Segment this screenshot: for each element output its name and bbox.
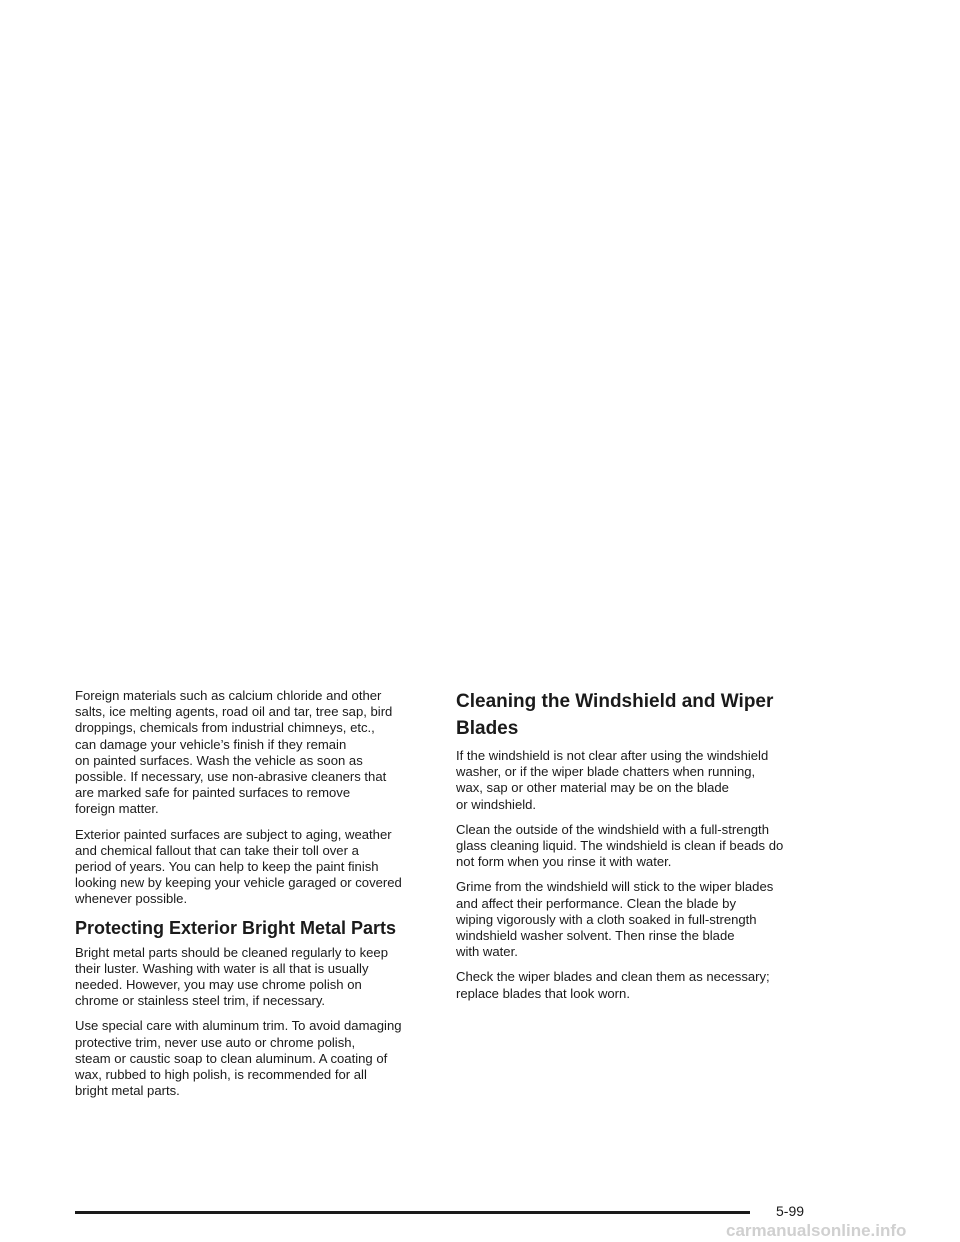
paragraph-aluminum-trim: Use special care with aluminum trim. To avoid damaging protective trim, never use auto or chrome polish, steam or caustic soap to clean aluminum. A coating of wax, rubbed to high polish, is recommended for all bright metal parts. — [75, 1018, 402, 1099]
paragraph-exterior-painted-surfaces: Exterior painted surfaces are subject to aging, weather and chemical fallout that can take their toll over a period of years. You can help to keep the paint finish looking new by keeping your vehicle garaged or covered whenever possible. — [75, 826, 402, 907]
paragraph-windshield-not-clear: If the windshield is not clear after using the windshield washer, or if the wiper blade chatters when running, wax, sap or other material may be on the blade or windshield. — [456, 748, 769, 812]
right-column — [456, 688, 832, 1011]
paragraph-clean-outside-windshield: Clean the outside of the windshield with a full-strength glass cleaning liquid. The windshield is clean if beads do not form when you rinse it with water. — [456, 821, 784, 870]
paragraph-bright-metal-cleaning: Bright metal parts should be cleaned regularly to keep their luster. Washing with water is all that is usually needed. However, you may use chrome polish on chrome or stainless steel trim, if necessary. — [75, 944, 388, 1009]
page-number: 5-99 — [776, 1203, 805, 1219]
left-column — [75, 688, 447, 1108]
footer-rule — [75, 1211, 750, 1214]
paragraph-check-wiper-blades: Check the wiper blades and clean them as necessary; replace blades that look worn. — [456, 969, 770, 1001]
paragraph-foreign-materials: Foreign materials such as calcium chloride and other salts, ice melting agents, road oil and tar, tree sap, bird droppings, chemicals from industrial chimneys, etc., can damage your vehicle’s finish if they remain on painted surfaces. Wash the vehicle as soon as possible. If necessary, use non-abrasive cleaners that are marked safe for painted surfaces to remove foreign matter. — [75, 688, 393, 817]
watermark-text: carmanualsonline.info — [726, 1221, 907, 1240]
heading-windshield-wiper-blades: Cleaning the Windshield and Wiper Blades — [456, 691, 774, 739]
heading-bright-metal-parts: Protecting Exterior Bright Metal Parts — [75, 917, 397, 938]
paragraph-grime-wiper-blades: Grime from the windshield will stick to the wiper blades and affect their performance. Clean the blade by wiping vigorously with a cloth soaked in full-strength windshield washer solvent. Then rinse the blade with water. — [456, 879, 774, 960]
